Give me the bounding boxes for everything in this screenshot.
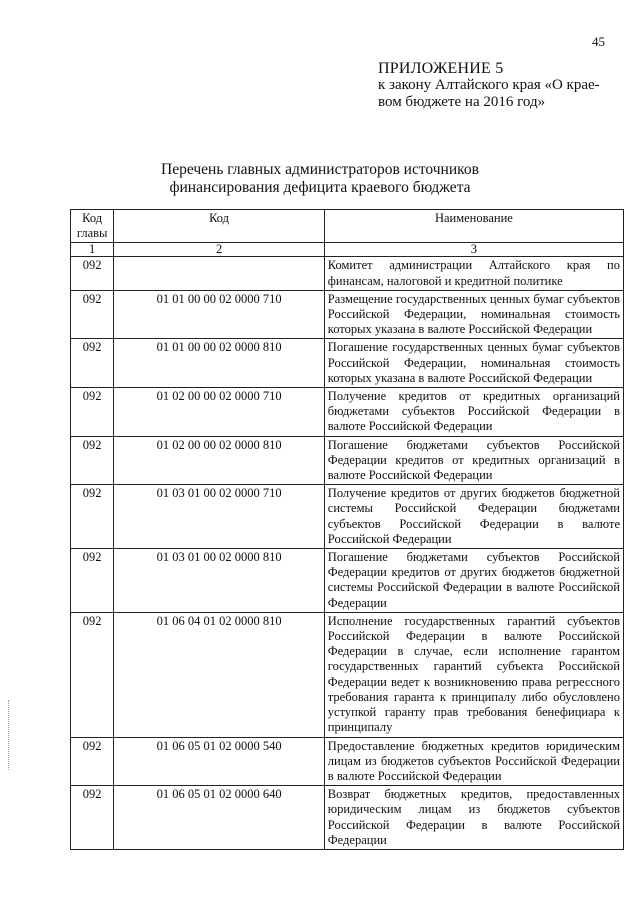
table-row: [71, 388, 624, 437]
code-cell: 01 01 00 00 02 0000 710: [114, 290, 324, 339]
name-cell: Получение кредитов от других бюджетов бюджетной системы Российской Федерации бюджетами субъектов Российской Федерации в валюте Российской Федерации: [324, 485, 623, 549]
page-number: 45: [592, 34, 605, 49]
chapter-code-cell: 092: [71, 485, 114, 549]
name-cell: Возврат бюджетных кредитов, предоставленных юридическим лицам из бюджетов субъектов Российской Федерации в валюте Российской Федерации: [324, 786, 623, 850]
header-name: Наименование: [324, 210, 623, 243]
chapter-code-cell: 092: [71, 612, 114, 737]
chapter-code-cell: 092: [71, 257, 114, 290]
table-row: [71, 549, 624, 613]
table-header-row: [71, 210, 624, 243]
name-cell: Погашение государственных ценных бумаг субъектов Российской Федерации, номинальная стоимость которых указана в валюте Российской Федерации: [324, 339, 623, 388]
name-cell: Исполнение государственных гарантий субъектов Российской Федерации в валюте Российской Федерации в случае, если исполнение гарантом государственных гарантий субъекта Российской Федерации ведет к возникновению права регрессного требования гаранта к принципалу либо обусловлено уступкой гаранту прав требования бенефициара к принципалу: [324, 612, 623, 737]
appendix-line-1: к закону Алтайского края «О крае-: [378, 77, 600, 93]
header-code: Код: [114, 210, 324, 243]
code-cell: 01 03 01 00 02 0000 710: [114, 485, 324, 549]
table-row: [71, 339, 624, 388]
document-title-line-1: Перечень главных администраторов источников: [161, 161, 479, 178]
table-row: [71, 290, 624, 339]
name-cell: Погашение бюджетами субъектов Российской Федерации кредитов от других бюджетов бюджетной системы Российской Федерации в валюте Российской Федерации: [324, 549, 623, 613]
document-title-line-2: финансирования дефицита краевого бюджета: [169, 179, 471, 196]
code-cell: 01 02 00 00 02 0000 710: [114, 388, 324, 437]
chapter-code-cell: 092: [71, 290, 114, 339]
column-number-row: [71, 243, 624, 257]
code-cell: 01 06 05 01 02 0000 540: [114, 737, 324, 786]
document-title: [120, 161, 520, 197]
column-number-2: 2: [114, 243, 324, 257]
appendix-line-2: вом бюджете на 2016 год»: [378, 94, 546, 110]
name-cell: Погашение бюджетами субъектов Российской Федерации кредитов от кредитных организаций в валюте Российской Федерации: [324, 436, 623, 485]
code-cell: [114, 257, 324, 290]
chapter-code-cell: 092: [71, 549, 114, 613]
name-cell: Получение кредитов от кредитных организаций бюджетами субъектов Российской Федерации в валюте Российской Федерации: [324, 388, 623, 437]
code-cell: 01 06 05 01 02 0000 640: [114, 786, 324, 850]
chapter-code-cell: 092: [71, 339, 114, 388]
name-cell: Комитет администрации Алтайского края по финансам, налоговой и кредитной политике: [324, 257, 623, 290]
table-row: [71, 257, 624, 290]
table-row: [71, 786, 624, 850]
name-cell: Предоставление бюджетных кредитов юридическим лицам из бюджетов субъектов Российской Федерации в валюте Российской Федерации: [324, 737, 623, 786]
column-number-3: 3: [324, 243, 623, 257]
code-cell: 01 06 04 01 02 0000 810: [114, 612, 324, 737]
sources-table: [70, 209, 624, 850]
code-cell: 01 01 00 00 02 0000 810: [114, 339, 324, 388]
chapter-code-cell: 092: [71, 436, 114, 485]
name-cell: Размещение государственных ценных бумаг субъектов Российской Федерации, номинальная стоимость которых указана в валюте Российской Федерации: [324, 290, 623, 339]
chapter-code-cell: 092: [71, 388, 114, 437]
chapter-code-cell: 092: [71, 786, 114, 850]
column-number-1: 1: [71, 243, 114, 257]
table-row: [71, 737, 624, 786]
chapter-code-cell: 092: [71, 737, 114, 786]
code-cell: 01 02 00 00 02 0000 810: [114, 436, 324, 485]
table-row: [71, 612, 624, 737]
appendix-header: [378, 60, 618, 111]
scan-margin-mark: [8, 700, 10, 770]
header-chapter-code: Код главы: [71, 210, 114, 243]
appendix-title: ПРИЛОЖЕНИЕ 5: [378, 60, 504, 77]
table-row: [71, 485, 624, 549]
table-row: [71, 436, 624, 485]
code-cell: 01 03 01 00 02 0000 810: [114, 549, 324, 613]
